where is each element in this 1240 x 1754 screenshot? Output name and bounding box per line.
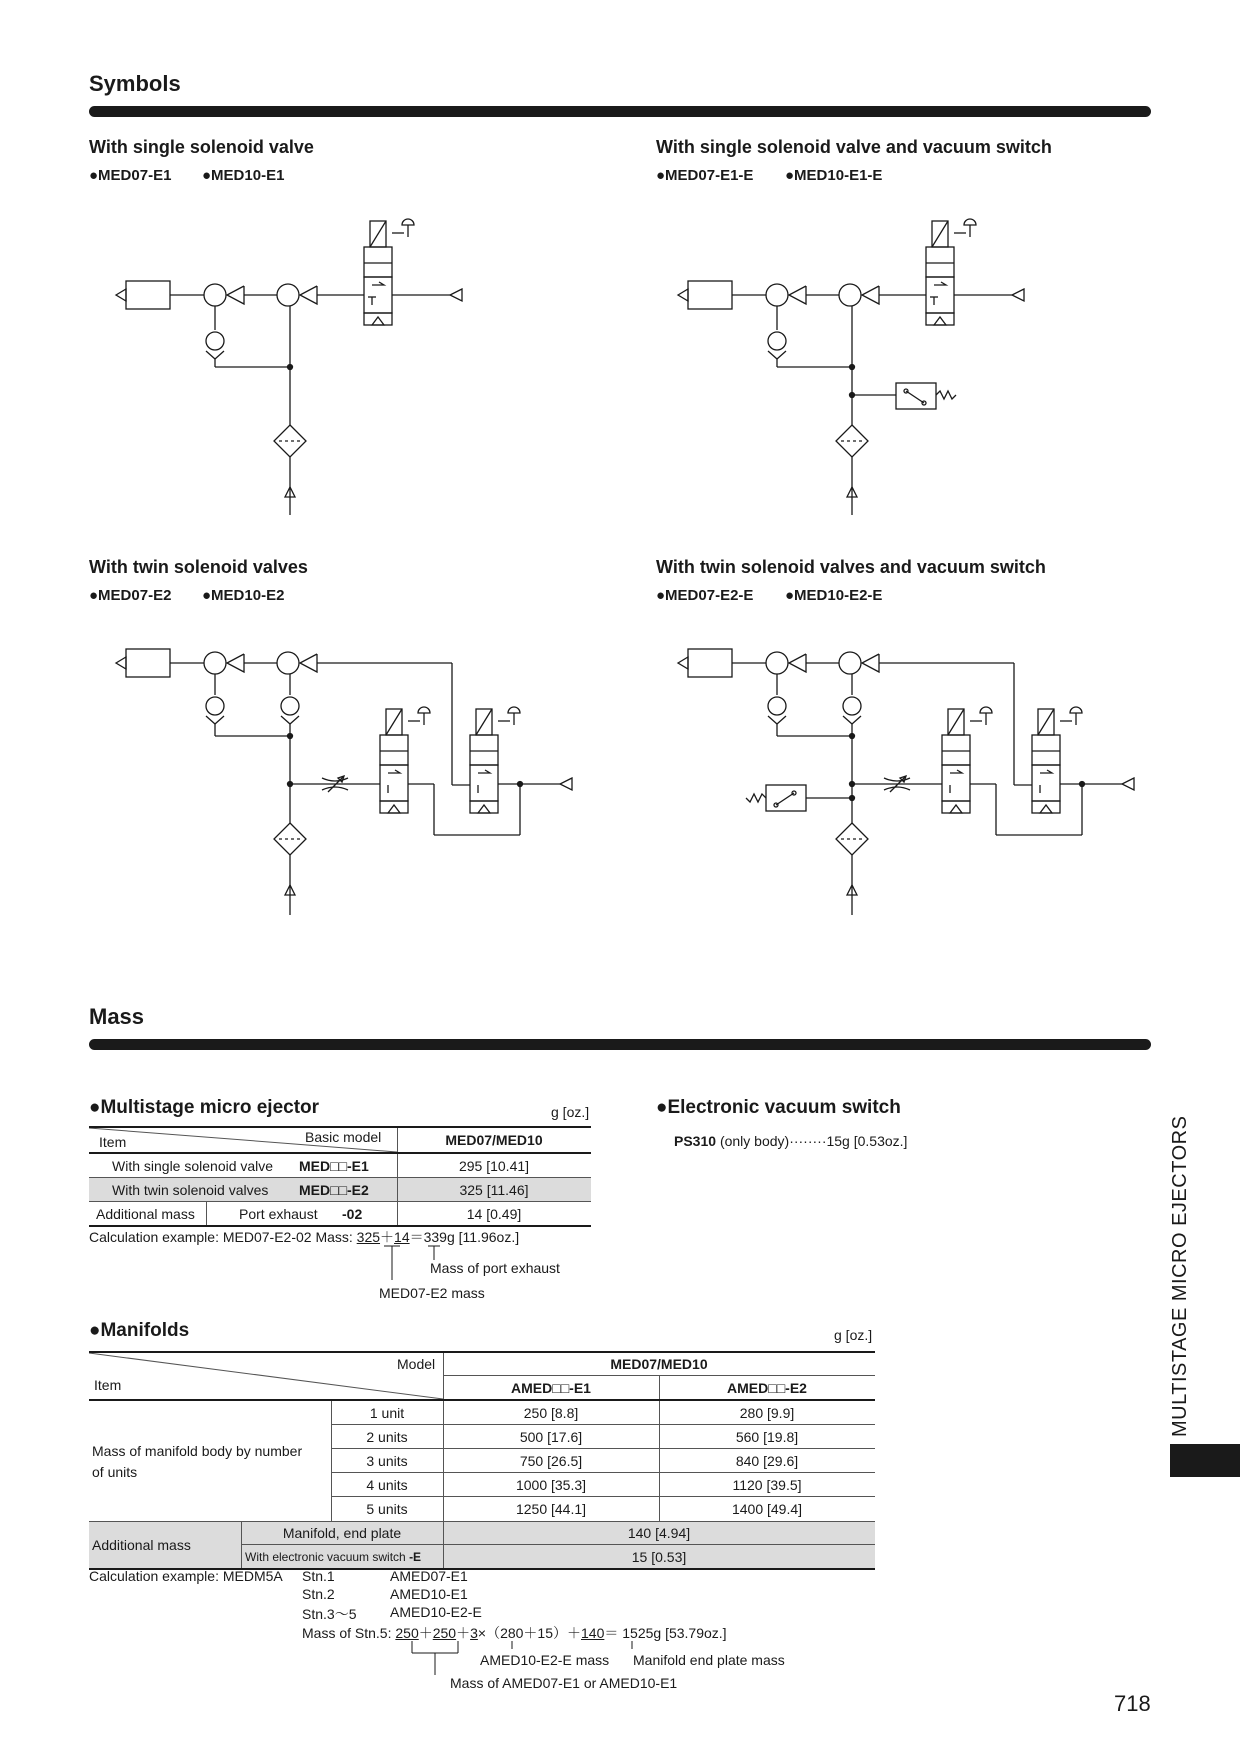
manifolds-mass-table (89, 1351, 875, 1570)
mf-calc-l2b: Stn.2 (302, 1586, 335, 1602)
ejector-title: ●Multistage micro ejector (89, 1097, 320, 1118)
mf-v1: 250 (395, 1625, 419, 1641)
calc-text: Calculation example: MED07-E2-02 Mass: (89, 1229, 353, 1245)
mf-calc-l3c: AMED10-E2-E (390, 1604, 482, 1620)
unit-count: 4 units (366, 1477, 408, 1493)
diagram-4-title: With twin solenoid valves and vacuum switch (656, 557, 1046, 577)
mf-p2: ＋ (456, 1625, 471, 1641)
heading-rule (89, 106, 1151, 117)
diagram-1-model-1: ●MED07-E1 (89, 167, 172, 184)
unit-e2: 840 [29.6] (735, 1453, 799, 1469)
table-row (89, 1178, 591, 1202)
manual-override-icon (402, 219, 414, 225)
calc-b: 14 (394, 1229, 410, 1245)
diagram-2-model-1: ●MED07-E1-E (656, 167, 754, 184)
mf-v4: 140 (581, 1625, 605, 1641)
calc-result: ＝339g [11.96oz.] (409, 1229, 520, 1245)
diagram-3-title: With twin solenoid valves (89, 557, 308, 577)
switch-model: PS310 (674, 1133, 717, 1149)
supply-port-icon (450, 289, 462, 301)
switch-spec (674, 1133, 907, 1149)
unit-e1: 1000 [35.3] (515, 1477, 587, 1493)
header-basic-model: Basic model (305, 1129, 382, 1145)
mf-v3: 3 (470, 1625, 478, 1641)
unit-e1: 1250 [44.1] (515, 1501, 587, 1517)
silencer-icon (126, 281, 170, 309)
diagonal-header-line (89, 1353, 443, 1399)
side-tab-label: MULTISTAGE MICRO EJECTORS (1169, 1115, 1191, 1437)
calc-note-b: Mass of port exhaust (430, 1260, 560, 1276)
check-valve-icon (206, 332, 224, 350)
side-tab-marker (1170, 1444, 1240, 1477)
vacuum-switch-icon (896, 383, 936, 409)
table-row (89, 1202, 591, 1227)
additional-r2-label: With electronic vacuum switch (245, 1550, 406, 1564)
row-code: MED□□-E1 (299, 1158, 369, 1174)
table-row (89, 1154, 591, 1178)
diagram-4-model-1: ●MED07-E2-E (656, 587, 754, 604)
unit-e1: 750 [26.5] (519, 1453, 583, 1469)
diagram-1-title: With single solenoid valve (89, 137, 314, 157)
pneumatic-diagram-twin-solenoid (100, 640, 580, 920)
pneumatic-diagram-single-solenoid-switch (662, 205, 1062, 525)
diagram-2-model-2: ●MED10-E1-E (785, 167, 883, 184)
ejector-unit: g [oz.] (551, 1104, 590, 1120)
row-value: 325 [11.46] (459, 1182, 529, 1198)
diagram-3-model-2: ●MED10-E2 (202, 587, 285, 604)
diagram-4-model-2: ●MED10-E2-E (785, 587, 883, 604)
header-group: MED07/MED10 (610, 1356, 708, 1372)
diagram-1-model-2: ●MED10-E1 (202, 167, 285, 184)
unit-count: 2 units (366, 1429, 408, 1445)
row-label: With twin solenoid valves (112, 1182, 269, 1198)
mf-calc-l2c: AMED10-E1 (390, 1586, 468, 1602)
additional-code: -02 (342, 1206, 363, 1222)
page-number: 718 (1114, 1691, 1151, 1716)
mf-res: ＝ 1525g [53.79oz.] (604, 1625, 727, 1641)
additional-sub: Port exhaust (239, 1206, 318, 1222)
body-label: Mass of manifold body by number of units (92, 1443, 303, 1480)
header-model: Model (397, 1356, 436, 1372)
additional-r2-value: 15 [0.53] (631, 1549, 687, 1565)
additional-r1: Manifold, end plate (282, 1525, 402, 1541)
unit-count: 1 unit (369, 1405, 405, 1421)
mf-calc-n3: Mass of AMED07-E1 or AMED10-E1 (450, 1675, 678, 1691)
unit-e2: 1400 [49.4] (731, 1501, 803, 1517)
header-item: Item (99, 1134, 127, 1150)
additional-r2 (245, 1550, 421, 1564)
switch-desc: (only body)········15g [0.53oz.] (719, 1133, 908, 1149)
unit-e1: 500 [17.6] (519, 1429, 583, 1445)
header-col-e2: AMED□□-E2 (727, 1380, 807, 1396)
unit-e2: 1120 [39.5] (732, 1477, 802, 1493)
row-label: With single solenoid valve (112, 1158, 274, 1174)
calc-plus: ＋ (380, 1229, 395, 1245)
heading-rule (89, 1039, 1151, 1050)
ejector-mass-table (89, 1126, 591, 1227)
filter-icon (274, 425, 306, 457)
mf-calc-l1c: AMED07-E1 (390, 1568, 468, 1584)
unit-e2: 280 [9.9] (739, 1405, 795, 1421)
mf-p1: ＋ (418, 1625, 433, 1641)
calc-note-a: MED07-E2 mass (379, 1285, 485, 1301)
header-col-e1: AMED□□-E1 (511, 1380, 591, 1396)
check-valve-icon (204, 284, 226, 306)
diagram-3-model-1: ●MED07-E2 (89, 587, 172, 604)
additional-label: Additional mass (96, 1206, 195, 1222)
mf-calc-l3b: Stn.3～5 (302, 1606, 357, 1622)
switch-title: ●Electronic vacuum switch (656, 1097, 901, 1118)
header-item: Item (94, 1377, 122, 1393)
mf-calc-l1a: Calculation example: MEDM5A (89, 1568, 283, 1584)
additional-label: Additional mass (92, 1537, 191, 1553)
additional-r2-code: -E (409, 1550, 422, 1564)
unit-count: 3 units (366, 1453, 408, 1469)
unit-e2: 560 [19.8] (735, 1429, 799, 1445)
mf-v2: 250 (432, 1625, 457, 1641)
additional-value: 14 [0.49] (466, 1206, 522, 1222)
additional-r1-value: 140 [4.94] (627, 1525, 691, 1541)
diagram-2-title: With single solenoid valve and vacuum switch (656, 137, 1052, 157)
mf-calc-l4: Mass of Stn.5: (302, 1625, 392, 1641)
vacuum-port-icon (116, 289, 126, 301)
calc-a: 325 (356, 1229, 381, 1245)
check-valve-icon (277, 284, 299, 306)
mf-calc-l1b: Stn.1 (302, 1568, 335, 1584)
symbols-heading: Symbols (89, 71, 181, 96)
unit-e1: 250 [8.8] (523, 1405, 579, 1421)
pneumatic-diagram-single-solenoid (100, 205, 500, 525)
manifolds-title: ●Manifolds (89, 1320, 190, 1341)
mass-heading: Mass (89, 1004, 145, 1029)
mf-x: ×（280＋15）＋ (477, 1625, 581, 1641)
mf-calc-n2: Manifold end plate mass (633, 1652, 785, 1668)
manifolds-unit: g [oz.] (834, 1327, 873, 1343)
solenoid-valve-icon (364, 277, 392, 313)
row-code: MED□□-E2 (299, 1182, 369, 1198)
unit-count: 5 units (366, 1501, 408, 1517)
pneumatic-diagram-twin-solenoid-switch (662, 640, 1142, 920)
row-value: 295 [10.41] (458, 1158, 530, 1174)
header-model: MED07/MED10 (445, 1132, 543, 1148)
mf-calc-n1: AMED10-E2-E mass (480, 1652, 610, 1668)
